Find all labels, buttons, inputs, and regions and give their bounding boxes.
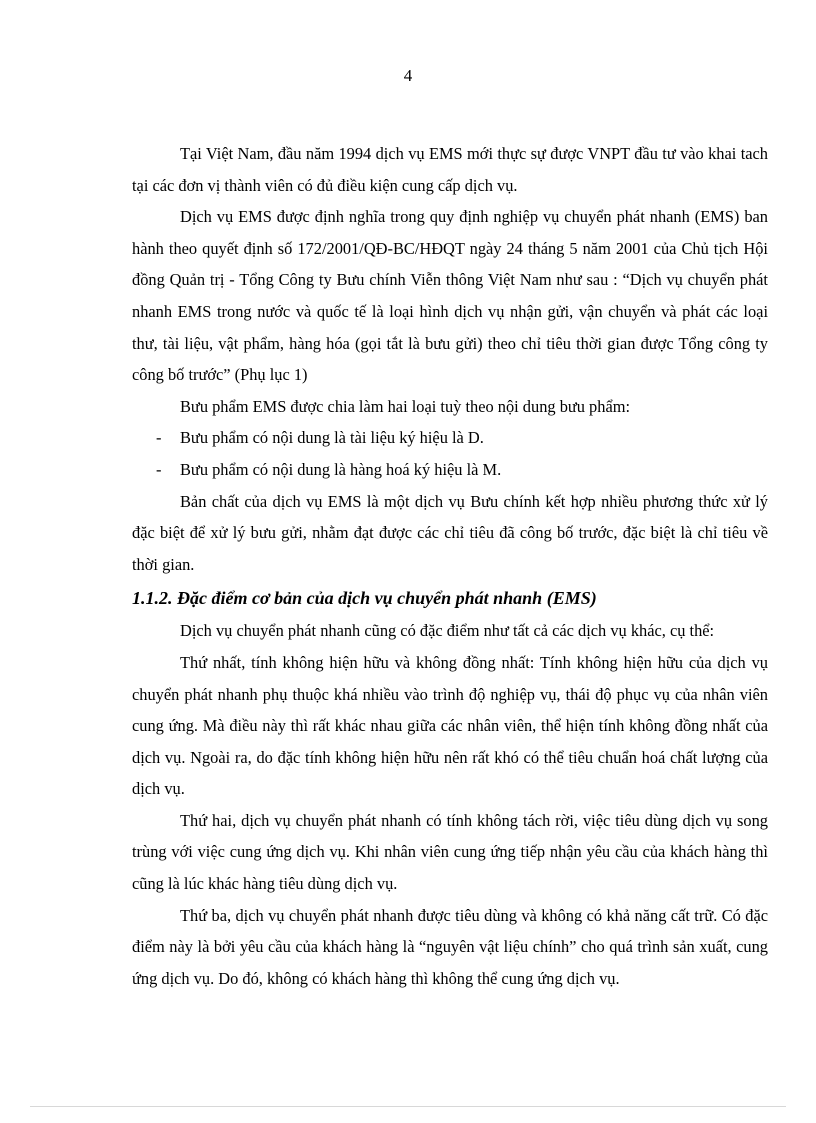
paragraph-second-characteristic: Thứ hai, dịch vụ chuyển phát nhanh có tính không tách rời, việc tiêu dùng dịch vụ song trùng với việc cung ứng dịch vụ. Khi nhân viên cung ứng tiếp nhận yêu cầu của khách hàng thì cũng là lúc khác hàng tiêu dùng dịch vụ. <box>132 810 768 894</box>
paragraph-ems-types: Bưu phẩm EMS được chia làm hai loại tuỳ theo nội dung bưu phẩm: <box>180 396 631 416</box>
list-bullet: - <box>156 428 162 448</box>
paragraph-ems-vietnam: Tại Việt Nam, đầu năm 1994 dịch vụ EMS mới thực sự được VNPT đầu tư vào khai tach tại các đơn vị thành viên có đủ điều kiện cung cấp dịch vụ. <box>132 144 768 195</box>
page-body <box>132 138 768 994</box>
list-bullet: - <box>156 459 162 479</box>
list-item <box>132 454 768 486</box>
list-item-text: Bưu phẩm có nội dung là tài liệu ký hiệu là D. <box>180 428 484 448</box>
list-item <box>132 422 768 454</box>
paragraph-characteristics-intro: Dịch vụ chuyển phát nhanh cũng có đặc điểm như tất cả các dịch vụ khác, cụ thể: <box>180 621 715 641</box>
paragraph-ems-definition: Dịch vụ EMS được định nghĩa trong quy định nghiệp vụ chuyển phát nhanh (EMS) ban hành theo quyết định số 172/2001/QĐ-BC/HĐQT ngày 24 tháng 5 năm 2001 của Chủ tịch Hội đồng Quản trị - Tổng Công ty Bưu chính Viễn thông Việt Nam như sau : “Dịch vụ chuyển phát nhanh EMS trong nước và quốc tế là loại hình dịch vụ nhận gửi, vận chuyển và phát các loại thư, tài liệu, vật phẩm, hàng hóa (gọi tắt là bưu gửi) theo chỉ tiêu thời gian được Tổng công ty công bố trước” (Phụ lục 1) <box>132 207 768 385</box>
page-bottom-divider <box>30 1106 786 1107</box>
list-item-text: Bưu phẩm có nội dung là hàng hoá ký hiệu là M. <box>180 459 502 479</box>
paragraph-first-characteristic: Thứ nhất, tính không hiện hữu và không đồng nhất: Tính không hiện hữu của dịch vụ chuyển phát nhanh phụ thuộc khá nhiều vào trình độ nghiệp vụ, thái độ phục vụ của nhân viên cung ứng. Mà điều này thì rất khác nhau giữa các nhân viên, thể hiện tính không đồng nhất của dịch vụ. Ngoài ra, do đặc tính không hiện hữu nên rất khó có thể tiêu chuẩn hoá chất lượng của dịch vụ. <box>132 652 768 799</box>
paragraph-ems-nature: Bản chất của dịch vụ EMS là một dịch vụ Bưu chính kết hợp nhiều phương thức xử lý đặc biệt để xử lý bưu gửi, nhằm đạt được các chỉ tiêu đã công bố trước, đặc biệt là chỉ tiêu về thời gian. <box>132 491 768 574</box>
page-number: 4 <box>403 66 413 85</box>
paragraph-third-characteristic: Thứ ba, dịch vụ chuyển phát nhanh được tiêu dùng và không có khả năng cất trữ. Có đặc điểm này là bởi yêu cầu của khách hàng là “nguyên vật liệu chính” cho quá trình sản xuất, cung ứng dịch vụ. Do đó, không có khách hàng thì không thể cung ứng dịch vụ. <box>132 905 768 988</box>
section-heading: 1.1.2. Đặc điểm cơ bản của dịch vụ chuyển phát nhanh (EMS) <box>132 588 597 609</box>
